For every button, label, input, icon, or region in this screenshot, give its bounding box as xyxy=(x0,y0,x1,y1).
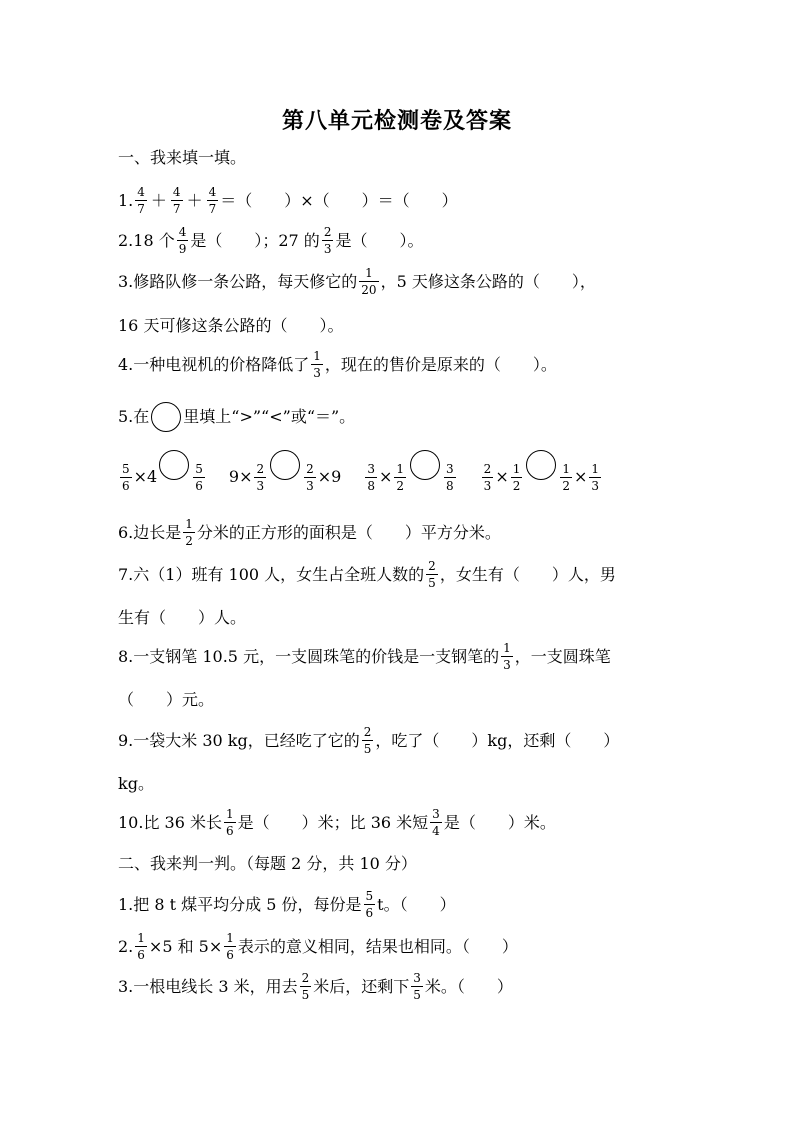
question-1-3: 3.修路队修一条公路，每天修它的 $\frac{1}{20}$ ，5 天修这条公路的（ ）， xyxy=(118,266,596,297)
question-1-9-line2: kg。 xyxy=(118,774,154,793)
fraction: $\frac{2}{5}$ xyxy=(428,559,436,590)
fraction: $\frac{3}{4}$ xyxy=(432,807,440,838)
question-1-5: 5.在 里填上“>”“<”或“＝”。 xyxy=(118,402,355,432)
question-1-6: 6.边长是 $\frac{1}{2}$ 分米的正方形的面积是（ ）平方分米。 xyxy=(118,517,501,548)
fraction: $\frac{1}{2}$ xyxy=(185,517,193,548)
fraction: $\frac{5}{6}$ xyxy=(365,889,374,920)
comparison-circle[interactable] xyxy=(526,450,556,480)
question-1-1: 1. $\frac{4}{7}$ ＋ $\frac{4}{7}$ ＋ $\frac{4}{7}$ ＝（ ）×（ ）＝（ ） xyxy=(118,185,458,216)
fraction: $\frac{4}{9}$ xyxy=(178,225,187,256)
fraction: $\frac{1}{6}$ xyxy=(226,931,234,962)
fraction: $\frac{1}{3}$ xyxy=(503,641,511,672)
fraction: $\frac{2}{3}$ xyxy=(323,225,332,256)
comparison-circle[interactable] xyxy=(270,450,300,480)
question-2-3: 3.一根电线长 3 米，用去 $\frac{2}{5}$ 米后，还剩下 $\frac{3}{5}$ 米。（ ） xyxy=(118,971,513,1002)
question-1-8: 8.一支钢笔 10.5 元，一支圆珠笔的价钱是一支钢笔的 $\frac{1}{3}$ ，一支圆珠笔 xyxy=(118,641,611,672)
question-1-3-line2: 16 天可修这条公路的（ ）。 xyxy=(118,316,344,335)
question-1-7-line2: 生有（ ）人。 xyxy=(118,608,247,627)
question-1-10: 10.比 36 米长 $\frac{1}{6}$ 是（ ）米；比 36 米短 $\frac{3}{4}$ 是（ ）米。 xyxy=(118,807,556,838)
fraction: $\frac{2}{5}$ xyxy=(363,725,372,756)
question-1-8-line2: （ ）元。 xyxy=(118,690,215,709)
question-1-4: 4.一种电视机的价格降低了 $\frac{1}{3}$ ，现在的售价是原来的（ ）。 xyxy=(118,349,557,380)
fraction: $\frac{1}{6}$ xyxy=(225,807,234,838)
answer-blanks: ＝（ ）×（ ）＝（ ） xyxy=(220,190,458,210)
fraction: $\frac{4}{7}$ xyxy=(137,185,145,216)
section-2-heading: 二、我来判一判。（每题 2 分，共 10 分） xyxy=(118,854,417,873)
question-2-1: 1.把 8 t 煤平均分成 5 份，每份是 $\frac{5}{6}$ t。（ ） xyxy=(118,889,456,920)
question-1-2: 2.18 个 $\frac{4}{9}$ 是（ ）；27 的 $\frac{2}{3}$ 是（ ）。 xyxy=(118,225,424,256)
fraction: $\frac{4}{7}$ xyxy=(208,185,217,216)
fraction: $\frac{1}{6}$ xyxy=(137,931,145,962)
section-1-heading: 一、我来填一填。 xyxy=(118,148,247,167)
question-1-9: 9.一袋大米 30 kg，已经吃了它的 $\frac{2}{5}$ ，吃了（ ）kg，还剩（ ） xyxy=(118,725,620,756)
comparison-circle[interactable] xyxy=(159,450,189,480)
comparison-circle[interactable] xyxy=(410,450,440,480)
fraction: $\frac{1}{3}$ xyxy=(313,349,321,380)
comparison-circle xyxy=(151,402,181,432)
fraction: $\frac{3}{5}$ xyxy=(413,971,421,1002)
question-1-7: 7.六（1）班有 100 人，女生占全班人数的 $\frac{2}{5}$ ，女生有（ ）人，男 xyxy=(118,559,616,590)
fraction: $\frac{4}{7}$ xyxy=(172,185,181,216)
page-title: 第八单元检测卷及答案 xyxy=(281,109,512,134)
fraction: $\frac{2}{5}$ xyxy=(301,971,310,1002)
question-2-2: 2. $\frac{1}{6}$ ×5 和 5× $\frac{1}{6}$ 表示的意义相同，结果也相同。（ ） xyxy=(118,931,518,962)
question-1-5-expressions: $\frac{5}{6}$ × 4 $\frac{5}{6}$ 9 × $\frac{2}{3}$ $\frac{2}{3}$ × 9 $\frac{3}{8}$ × $\frac{1}{2}$ $\frac{3}{8}$ $\frac{2}{3}$ × $\frac{1}{2}$ $\frac{1}{2}$ × $\frac{1}{3}$ xyxy=(118,462,603,492)
fraction: $\frac{1}{20}$ xyxy=(361,266,377,297)
